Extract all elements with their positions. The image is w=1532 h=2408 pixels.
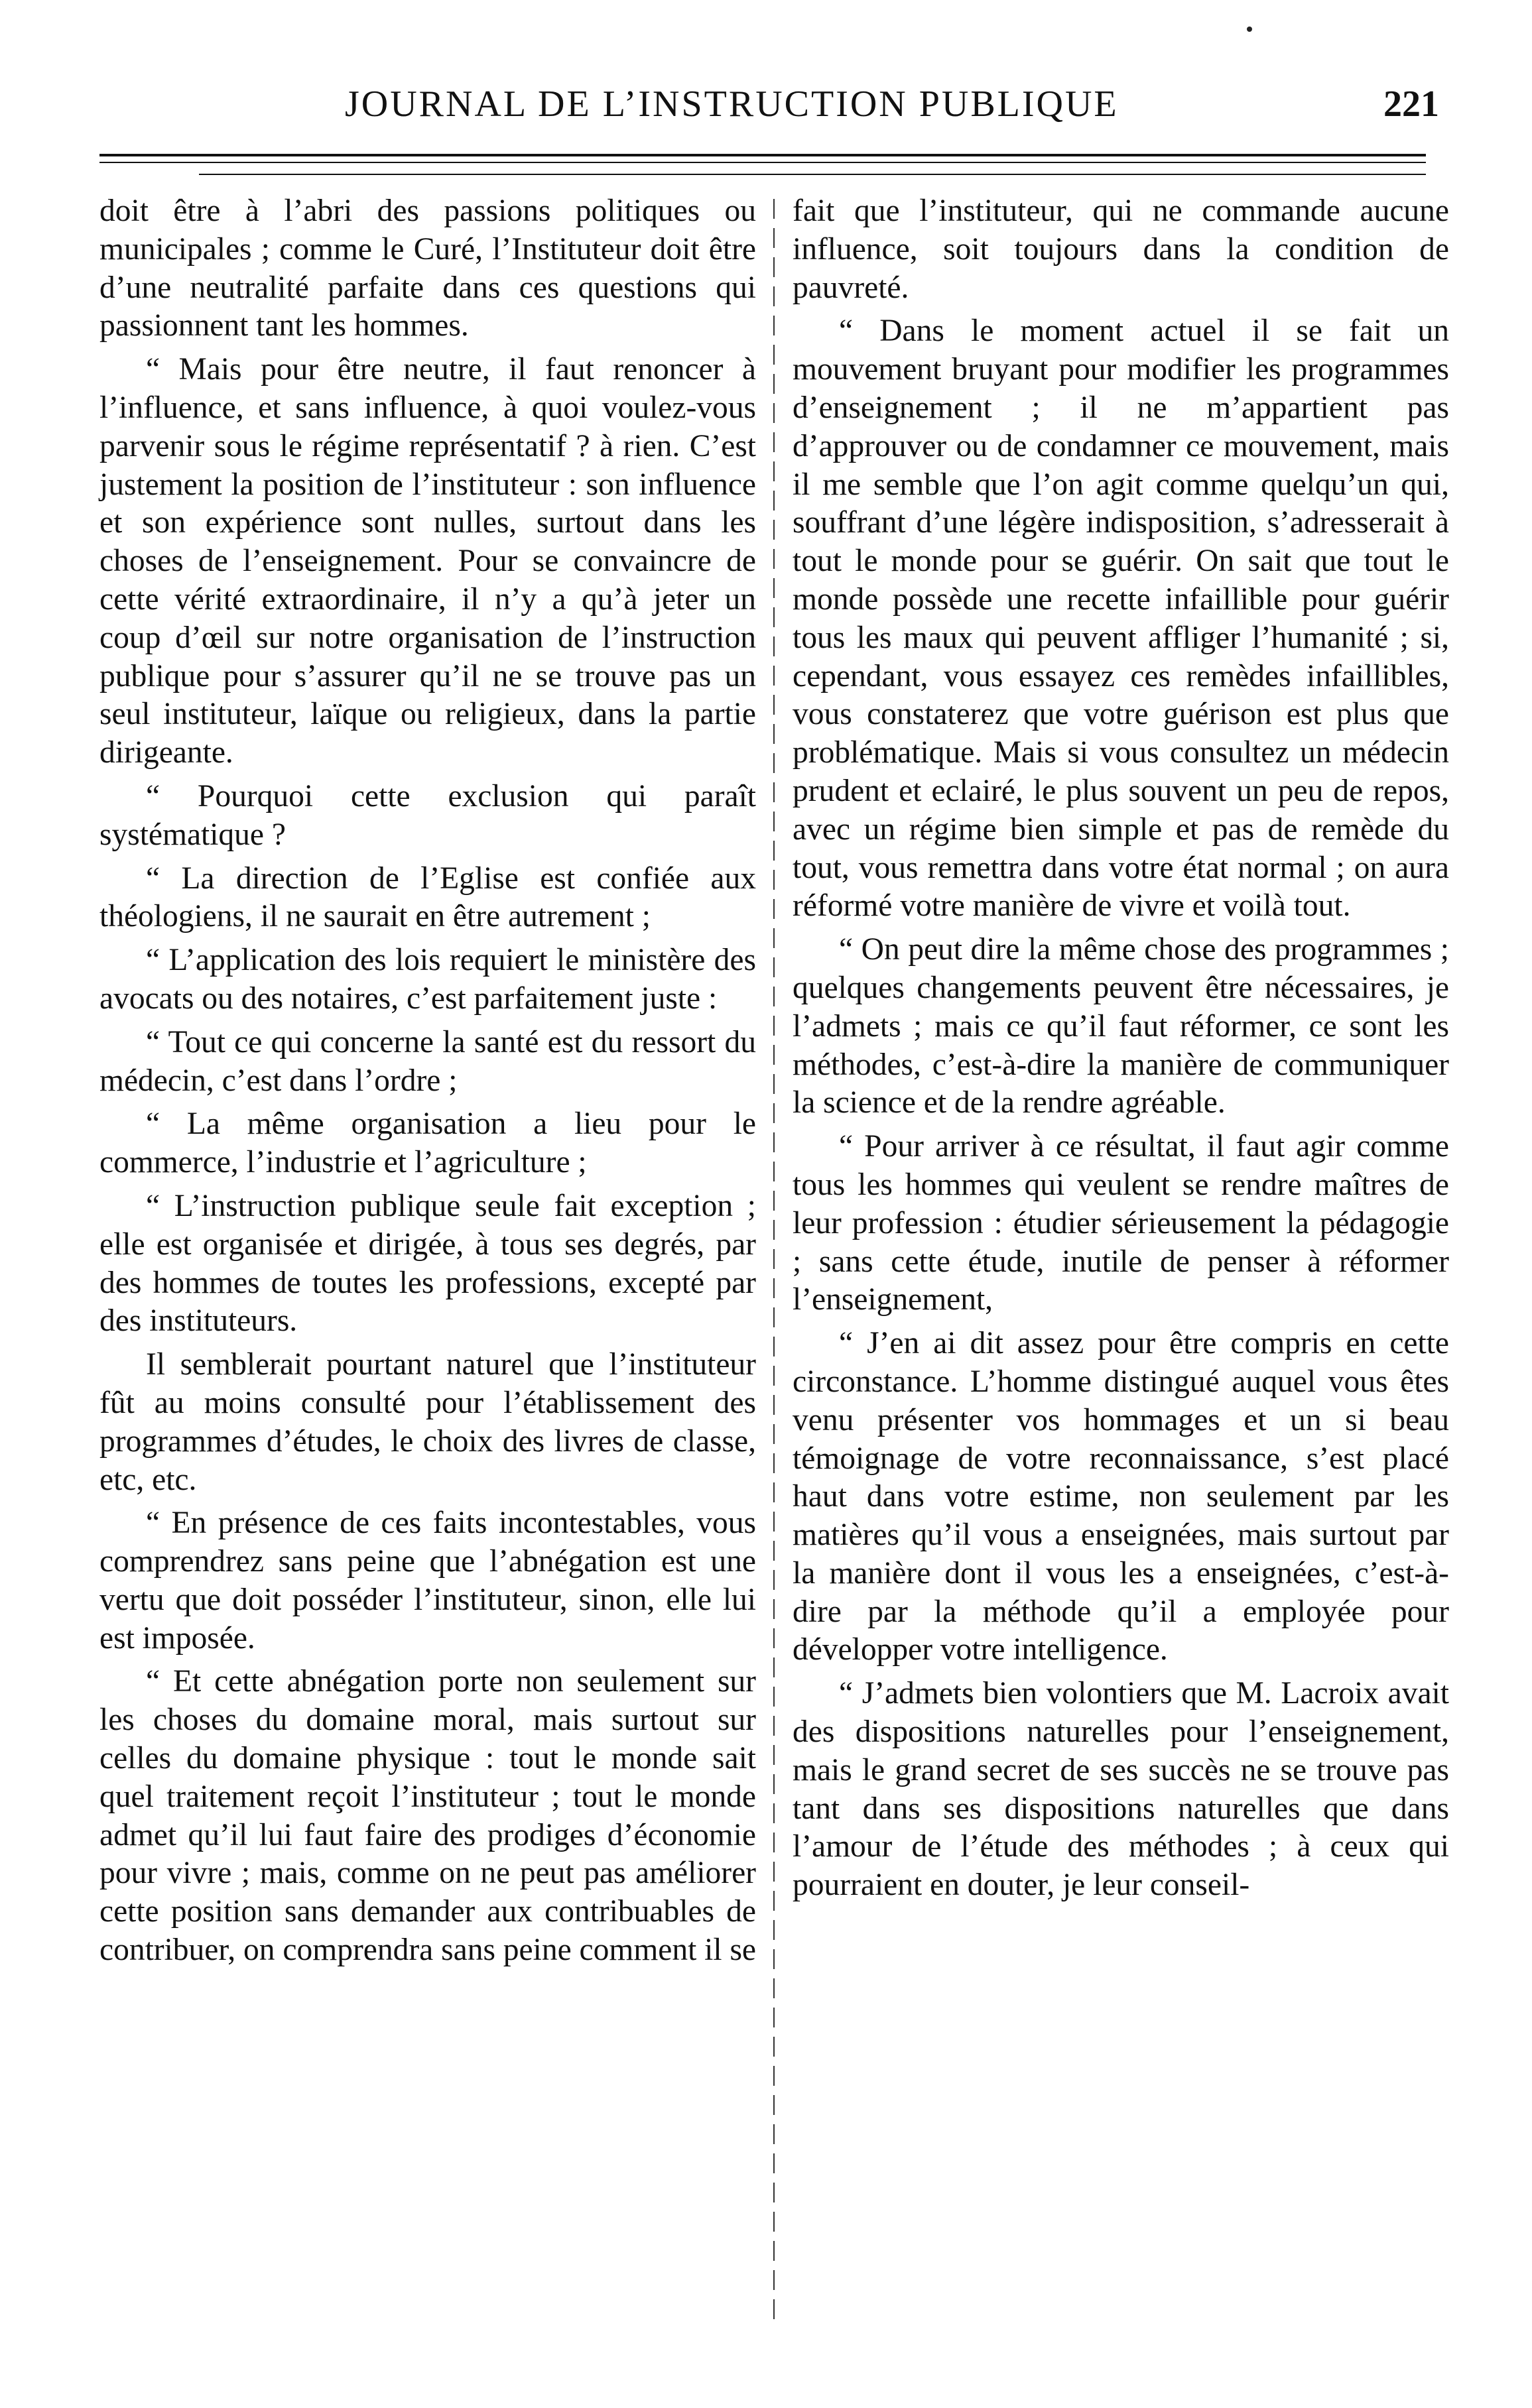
paragraph: “ Mais pour être neutre, il faut renoncer à l’influence, et sans influence, à quoi voulez-vous parvenir sous le régime représentatif ? à rien. C’est justement la position de l’instituteur : son influence et son expérience sont nulles, surtout dans les choses de l’enseignement. Pour se convaincre de cette vérité extraordinaire, il n’y a qu’à jeter un coup d’œil sur notre organisation de l’instruction publique pour s’assurer qu’il ne se trouve pas un seul instituteur, laïque ou religieux, dans la partie dirigeante. [99, 352, 756, 770]
paragraph: “ On peut dire la même chose des programmes ; quelques changements peuvent être nécessaires, je l’admets ; mais ce qu’il faut réformer, ce sont les méthodes, c’est-à-dire la manière de communiquer la science et de la rendre agréable. [793, 932, 1449, 1120]
right-column [793, 192, 1449, 1905]
paragraph: “ J’en ai dit assez pour être compris en cette circonstance. L’homme distingué auquel vous êtes venu présenter vos hommages et un si beau témoignage de votre reconnaissance, s’est placé haut dans votre estime, non seulement par les matières qu’il vous a enseignées, mais surtout par la manière dont il vous les a enseignées, c’est-à-dire par la méthode qu’il a employée pour développer votre intelligence. [793, 1326, 1449, 1667]
header-rule-top [99, 154, 1426, 156]
page-header [345, 83, 1439, 129]
paragraph: “ La direction de l’Eglise est confiée aux théologiens, il ne saurait en être autrement ; [99, 861, 756, 934]
header-rule-middle [99, 162, 1426, 163]
paragraph: “ La même organisation a lieu pour le commerce, l’industrie et l’agriculture ; [99, 1107, 756, 1180]
paragraph: “ Dans le moment actuel il se fait un mouvement bruyant pour modifier les programmes d’enseignement ; il ne m’appartient pas d’approuver ou de condamner ce mouvement, mais il me semble que l’on agit comme quelqu’un qui, souffrant d’une légère indisposition, s’adresserait à tout le monde pour se guérir. On sait que tout le monde possède une recette infaillible pour guérir tous les maux qui peuvent affliger l’humanité ; si, cependant, vous essayez ces remèdes infaillibles, vous constaterez que votre guérison est plus que problématique. Mais si vous consultez un médecin prudent et eclairé, le plus souvent un peu de repos, avec un régime bien simple et pas de remède du tout, vous remettra dans votre état normal ; on aura réformé votre manière de vivre et voilà tout. [793, 314, 1449, 924]
paragraph: Il semblerait pourtant naturel que l’instituteur fût au moins consulté pour l’établissement des programmes d’études, le choix des livres de classe, etc, etc. [99, 1347, 756, 1497]
header-rule-bottom [199, 174, 1426, 175]
running-title: JOURNAL DE L’INSTRUCTION PUBLIQUE [345, 84, 1119, 125]
paragraph: “ L’instruction publique seule fait exception ; elle est organisée et dirigée, à tous ses degrés, par des hommes de toutes les professions, excepté par des instituteurs. [99, 1188, 756, 1339]
paragraph: doit être à l’abri des passions politiques ou municipales ; comme le Curé, l’Instituteur doit être d’une neutralité parfaite dans ces questions qui passionnent tant les hommes. [99, 194, 756, 343]
paragraph: “ Pour arriver à ce résultat, il faut agir comme tous les hommes qui veulent se rendre maîtres de leur profession : étudier sérieusement la pédagogie ; sans cette étude, inutile de penser à réformer l’enseignement, [793, 1129, 1449, 1317]
paragraph: “ Pourquoi cette exclusion qui paraît systématique ? [99, 778, 756, 852]
paragraph: “ Tout ce qui concerne la santé est du ressort du médecin, c’est dans l’ordre ; [99, 1024, 756, 1098]
paragraph: “ Et cette abnégation porte non seulement sur les choses du domaine moral, mais surtout sur celles du domaine physique : tout le monde sait quel traitement reçoit l’instituteur ; tout le monde admet qu’il lui faut faire des prodiges d’économie pour vivre ; mais, comme on ne peut pas améliorer cette position sans demander aux contribuables de contribuer, on comprendra sans peine comment il se [99, 1664, 757, 1968]
left-column [99, 192, 756, 1970]
column-divider [773, 199, 775, 2320]
paragraph: fait que l’instituteur, qui ne commande aucune influence, soit toujours dans la condition de pauvreté. [793, 194, 1449, 305]
paragraph: “ En présence de ces faits incontestables, vous comprendrez sans peine que l’abnégation est une vertu que doit posséder l’instituteur, sinon, elle lui est imposée. [99, 1506, 756, 1656]
ink-dot [1247, 27, 1252, 32]
paragraph: “ L’application des lois requiert le ministère des avocats ou des notaires, c’est parfaitement juste : [99, 943, 756, 1016]
page-number: 221 [1383, 84, 1439, 125]
paragraph: “ J’admets bien volontiers que M. Lacroix avait des dispositions naturelles pour l’enseignement, mais le grand secret de ses succès ne se trouve pas tant dans ses dispositions naturelles que dans l’amour de l’étude des méthodes ; à ceux qui pourraient en douter, je leur conseil- [793, 1676, 1449, 1903]
